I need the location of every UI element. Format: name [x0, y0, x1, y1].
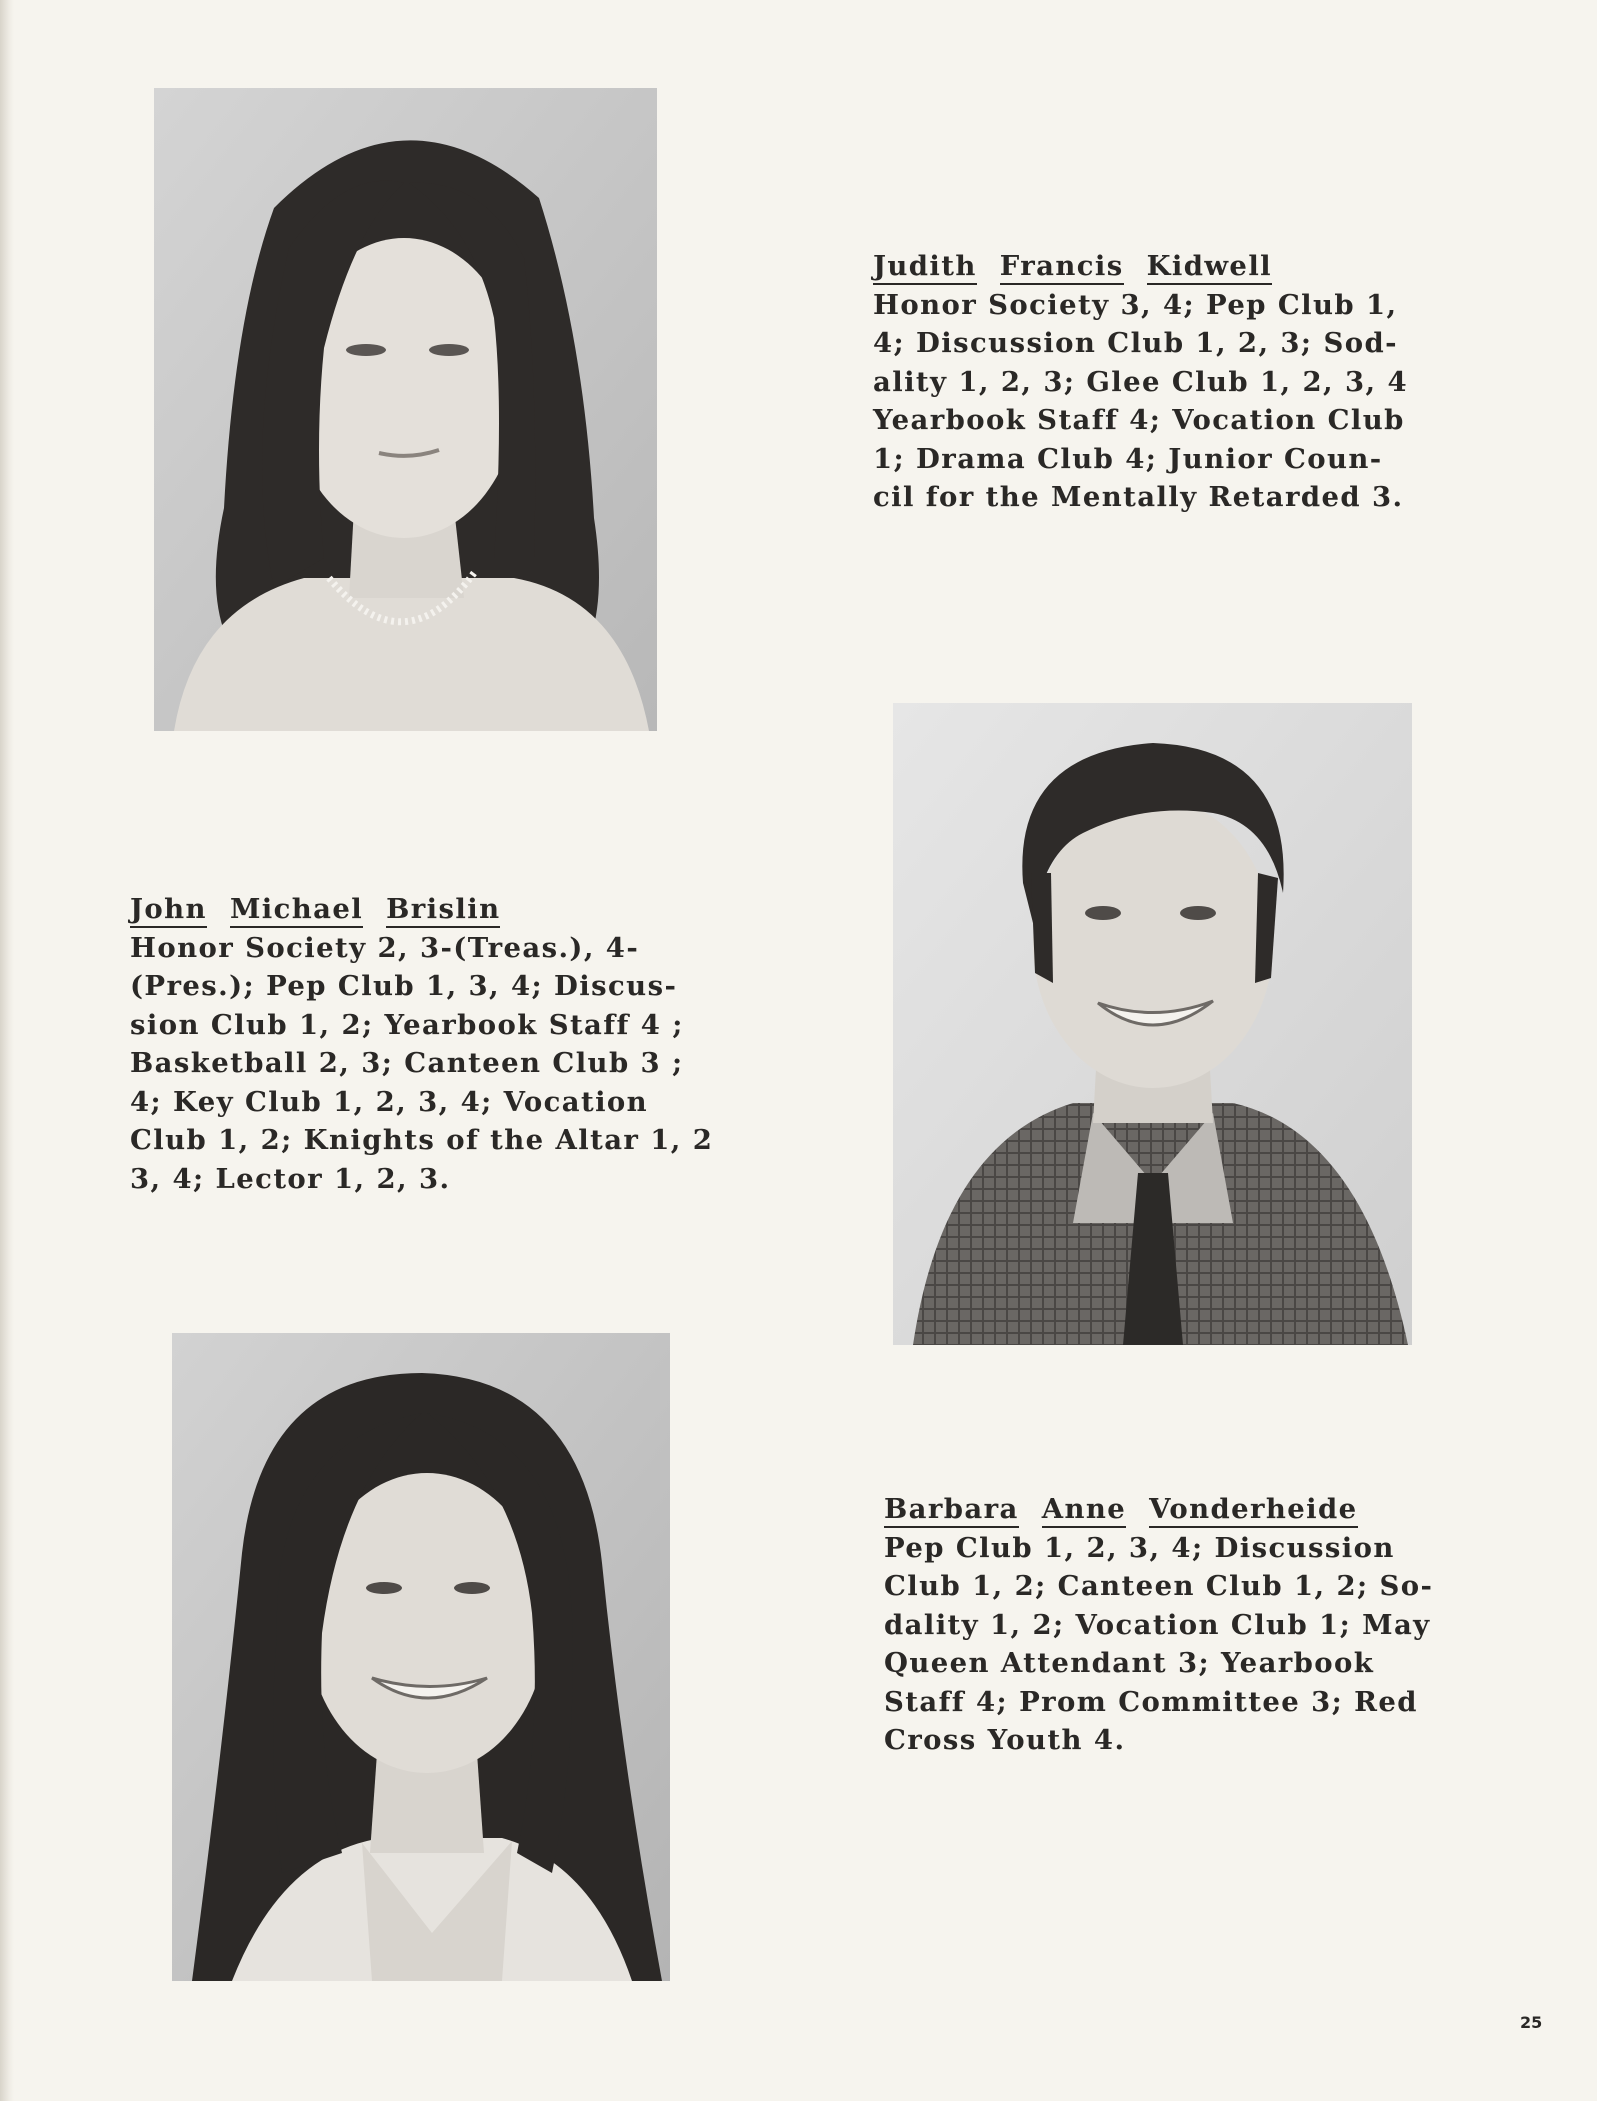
activities-line: 4; Key Club 1, 2, 3, 4; Vocation: [130, 1085, 649, 1118]
activities-line: Club 1, 2; Canteen Club 1, 2; So-: [884, 1570, 1434, 1602]
student-bio-john: [130, 890, 713, 1198]
activities-line: 1; Drama Club 4; Junior Coun-: [873, 442, 1383, 475]
student-name: [884, 1490, 1433, 1529]
middle-name: Michael: [230, 893, 363, 928]
activities-line: dality 1, 2; Vocation Club 1; May: [884, 1608, 1431, 1641]
middle-name: Anne: [1042, 1493, 1126, 1528]
first-name: Judith: [873, 250, 977, 285]
activities-line: Honor Society 3, 4; Pep Club 1,: [873, 288, 1398, 321]
student-photo-barbara: [172, 1333, 670, 1981]
page-number: 25: [1520, 2013, 1543, 2032]
activities-line: ality 1, 2, 3; Glee Club 1, 2, 3, 4: [873, 365, 1409, 398]
student-photo-judith: [154, 88, 657, 731]
student-name: [130, 890, 713, 929]
last-name: Vonderheide: [1149, 1493, 1357, 1528]
student-bio-barbara: [884, 1490, 1433, 1760]
first-name: John: [130, 893, 207, 928]
activities-line: Pep Club 1, 2, 3, 4; Discussion: [884, 1531, 1395, 1564]
activities-line: Club 1, 2; Knights of the Altar 1, 2: [130, 1124, 714, 1156]
middle-name: Francis: [1000, 250, 1124, 285]
student-name: [873, 247, 1408, 286]
activities-line: Queen Attendant 3; Yearbook: [884, 1647, 1375, 1679]
activities-line: sion Club 1, 2; Yearbook Staff 4 ;: [130, 1008, 684, 1041]
activities-line: Cross Youth 4.: [884, 1724, 1126, 1756]
activities-line: cil for the Mentally Retarded 3.: [873, 481, 1404, 513]
activities-line: Staff 4; Prom Committee 3; Red: [884, 1685, 1418, 1718]
activities-line: Honor Society 2, 3-(Treas.), 4-: [130, 931, 640, 964]
student-photo-john: [893, 703, 1412, 1345]
activities-line: Yearbook Staff 4; Vocation Club: [873, 404, 1405, 436]
last-name: Kidwell: [1147, 250, 1272, 285]
activities-line: 3, 4; Lector 1, 2, 3.: [130, 1162, 451, 1195]
last-name: Brislin: [386, 893, 500, 928]
activities-line: (Pres.); Pep Club 1, 3, 4; Discus-: [130, 970, 678, 1002]
student-bio-judith: [873, 247, 1408, 517]
first-name: Barbara: [884, 1493, 1019, 1528]
activities-line: 4; Discussion Club 1, 2, 3; Sod-: [873, 327, 1398, 359]
activities-line: Basketball 2, 3; Canteen Club 3 ;: [130, 1047, 684, 1079]
page-binding-edge: [0, 0, 14, 2101]
